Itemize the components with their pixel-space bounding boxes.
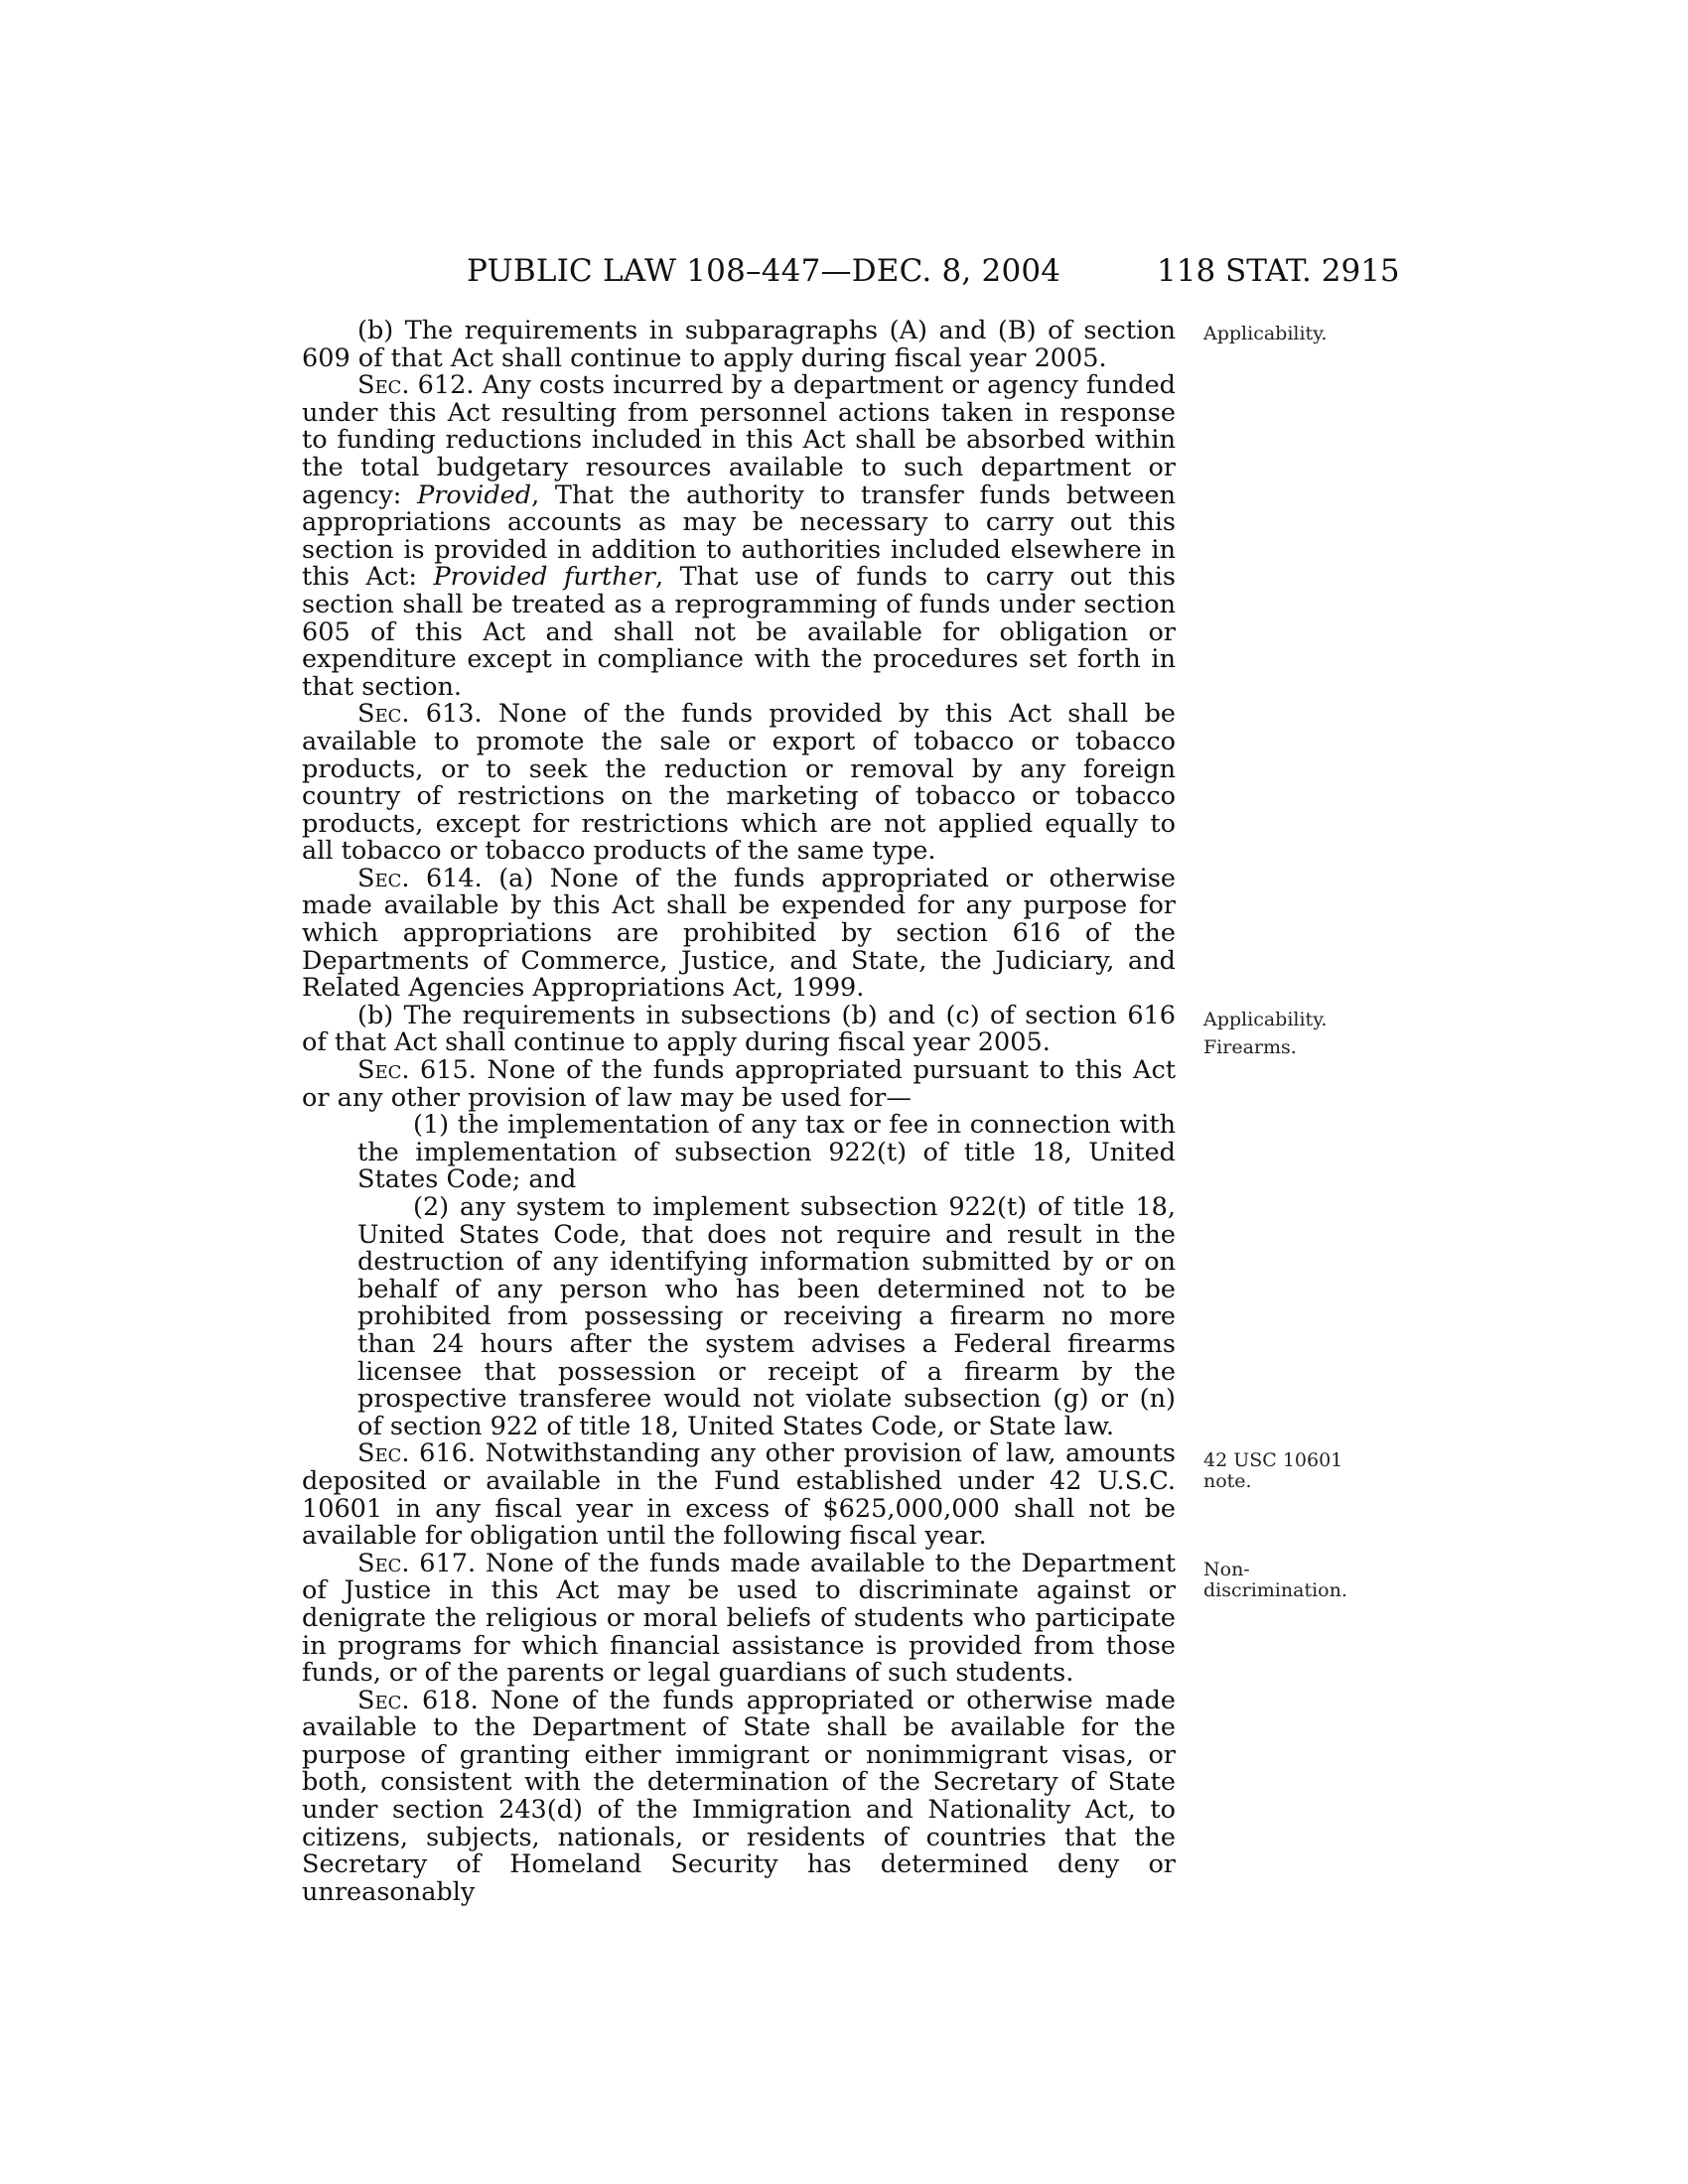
section-615-item-1: (1) the implementation of any tax or fee in connection with the implementation of subsection 922(t) of title 18, United States Code; and: [357, 1110, 1176, 1195]
section-616: [302, 1440, 1176, 1550]
margin-note-applicability: Applicability.: [1203, 323, 1328, 344]
section-615: [302, 1057, 1176, 1112]
section-615-item-2: (2) any system to implement subsection 922(t) of title 18, United States Code, that does not require and result in the destruction of any identifying information submitted by or on behalf of any person who has been determined not to be prohibited from possessing or receiving a firearm no more than 24 hours after the system advises a Federal firearms licensee that possession or receipt of a firearm by the prospective transferee would not violate subsection (g) or (n) of section 922 of title 18, United States Code, or State law.: [357, 1192, 1176, 1441]
section-618: [302, 1685, 1176, 1907]
section-617: [302, 1548, 1176, 1689]
section-613: [302, 701, 1176, 866]
paragraph-609b: (b) The requirements in subparagraphs (A) and (B) of section 609 of that Act shall continue to apply during fiscal year 2005.: [302, 316, 1176, 373]
margin-note-firearms: Firearms.: [1203, 1036, 1297, 1058]
margin-note-applicability: Applicability.: [1203, 1009, 1328, 1030]
body-text: [302, 318, 1176, 1906]
section-text: . 613. None of the funds provided by this Act shall be available to promote the sale or export of tobacco or tobacco products, or to seek the reduction or removal by any foreign country of restrictions on the marketing of tobacco or tobacco products, except for restrictions which are not applied equally to all tobacco or tobacco products of the same type.: [302, 699, 1176, 867]
section-label: Sec: [357, 370, 402, 401]
section-label: Sec: [357, 1438, 402, 1469]
section-text: . 617. None of the funds made available to the Department of Justice in this Act may be used to discriminate against or denigrate the religious or moral beliefs of students who participate in programs for which financial assistance is provided from those funds, or of the parents or legal guardians of such students.: [302, 1548, 1176, 1689]
running-header-page-number: 118 STAT. 2915: [1157, 253, 1400, 289]
section-text: . 618. None of the funds appropriated or otherwise made available to the Department of State shall be available for the purpose of granting either immigrant or nonimmigrant visas, or both, consistent with the determination of the Secretary of State under section 243(d) of the Immigration and Nationality Act, to citizens, subjects, nationals, or residents of countries that the Secretary of Homeland Security has determined deny or unreasonably: [302, 1685, 1176, 1907]
section-text: . 612. Any costs incurred by a department or agency funded under this Act resulting from personnel actions taken in response to funding reductions included in this Act shall be absorbed within the total budgetary resources available to such department or agency:: [302, 370, 1176, 510]
proviso-italic: Provided further: [433, 562, 655, 593]
section-612: [302, 372, 1176, 701]
section-text: , That the authority to transfer funds between appropriations accounts as may be necessary to carry out this section is provided in addition to authorities included elsewhere in this Act:: [302, 479, 1176, 593]
section-text: . 614. (a) None of the funds appropriated or otherwise made available by this Act shall be expended for any purpose for which appropriations are prohibited by section 616 of the Departments of Commerce, Justice, and State, the Judiciary, and Related Agencies Appropriations Act, 1999.: [302, 863, 1176, 1004]
section-label: Sec: [357, 1685, 402, 1715]
section-label: Sec: [357, 1055, 402, 1086]
section-text: . 616. Notwithstanding any other provision of law, amounts deposited or available in the Fund established under 42 U.S.C. 10601 in any fiscal year in excess of $625,000,000 shall not be available for obligation until the following fiscal year.: [302, 1438, 1176, 1552]
margin-note-nondiscrimination: Non- discrimination.: [1203, 1559, 1347, 1601]
proviso-italic: Provided: [417, 479, 532, 510]
section-614: [302, 863, 1176, 1004]
section-text: , That use of funds to carry out this section shall be treated as a reprogramming of funds under section 605 of this Act and shall not be available for obligation or expenditure except in compliance with the procedures set forth in that section.: [302, 562, 1176, 702]
running-header-title: PUBLIC LAW 108–447—DEC. 8, 2004: [467, 253, 1061, 289]
section-614b: (b) The requirements in subsections (b) and (c) of section 616 of that Act shall continue to apply during fiscal year 2005.: [302, 1000, 1176, 1058]
section-text: . 615. None of the funds appropriated pursuant to this Act or any other provision of law may be used for—: [302, 1055, 1176, 1113]
margin-note-usc: 42 USC 10601 note.: [1203, 1449, 1343, 1492]
section-label: Sec: [357, 863, 402, 893]
section-label: Sec: [357, 699, 402, 730]
section-label: Sec: [357, 1548, 402, 1578]
